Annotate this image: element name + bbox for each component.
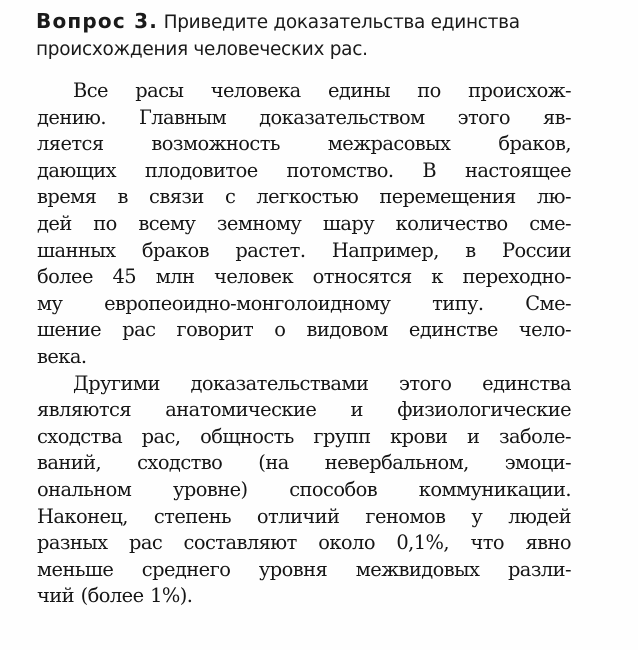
text-line: Наконец, степень отличий геномов у людей [37,504,571,528]
text-line: му европеоидно-монголоидному типу. Сме- [37,291,571,315]
text-line: являются анатомические и физиологические [37,398,571,422]
text-line: ляется возможность межрасовых браков, [37,132,571,156]
text-line: ональном уровне) способов коммуникации. [37,477,571,501]
text-line: дающих плодовитое потомство. В настоящее [37,158,571,182]
text-line: чий (более 1%). [37,584,193,608]
question-heading [36,8,606,63]
answer-paragraph-1 [37,78,571,371]
text-line: Другими доказательствами этого единства [73,371,571,395]
question-text-1: Приведите доказательства единства [158,12,520,33]
question-label: Вопрос 3. [36,9,158,33]
text-line: разных рас составляют около 0,1%, что явно [37,531,571,555]
text-line: время в связи с легкостью перемещения лю- [37,185,571,209]
text-line: шанных браков растет. Например, в России [37,238,571,262]
question-line-1 [36,8,606,36]
text-line: века. [37,344,87,368]
text-line: дению. Главным доказательством этого яв- [37,105,571,129]
question-text-2: происхождения человеческих рас. [36,39,368,60]
answer-body [37,78,571,610]
text-line: шение рас говорит о видовом единстве чело- [37,318,571,342]
text-line: сходства рас, общность групп крови и заболе- [37,424,571,448]
text-line: Все расы человека едины по происхож- [73,79,571,102]
text-line: дей по всему земному шару количество сме- [37,211,571,235]
answer-paragraph-2 [37,371,571,610]
text-line: меньше среднего уровня межвидовых разли- [37,557,571,581]
text-line: более 45 млн человек относятся к переходно- [37,265,571,289]
text-line: ваний, сходство (на невербальном, эмоци- [37,451,571,475]
